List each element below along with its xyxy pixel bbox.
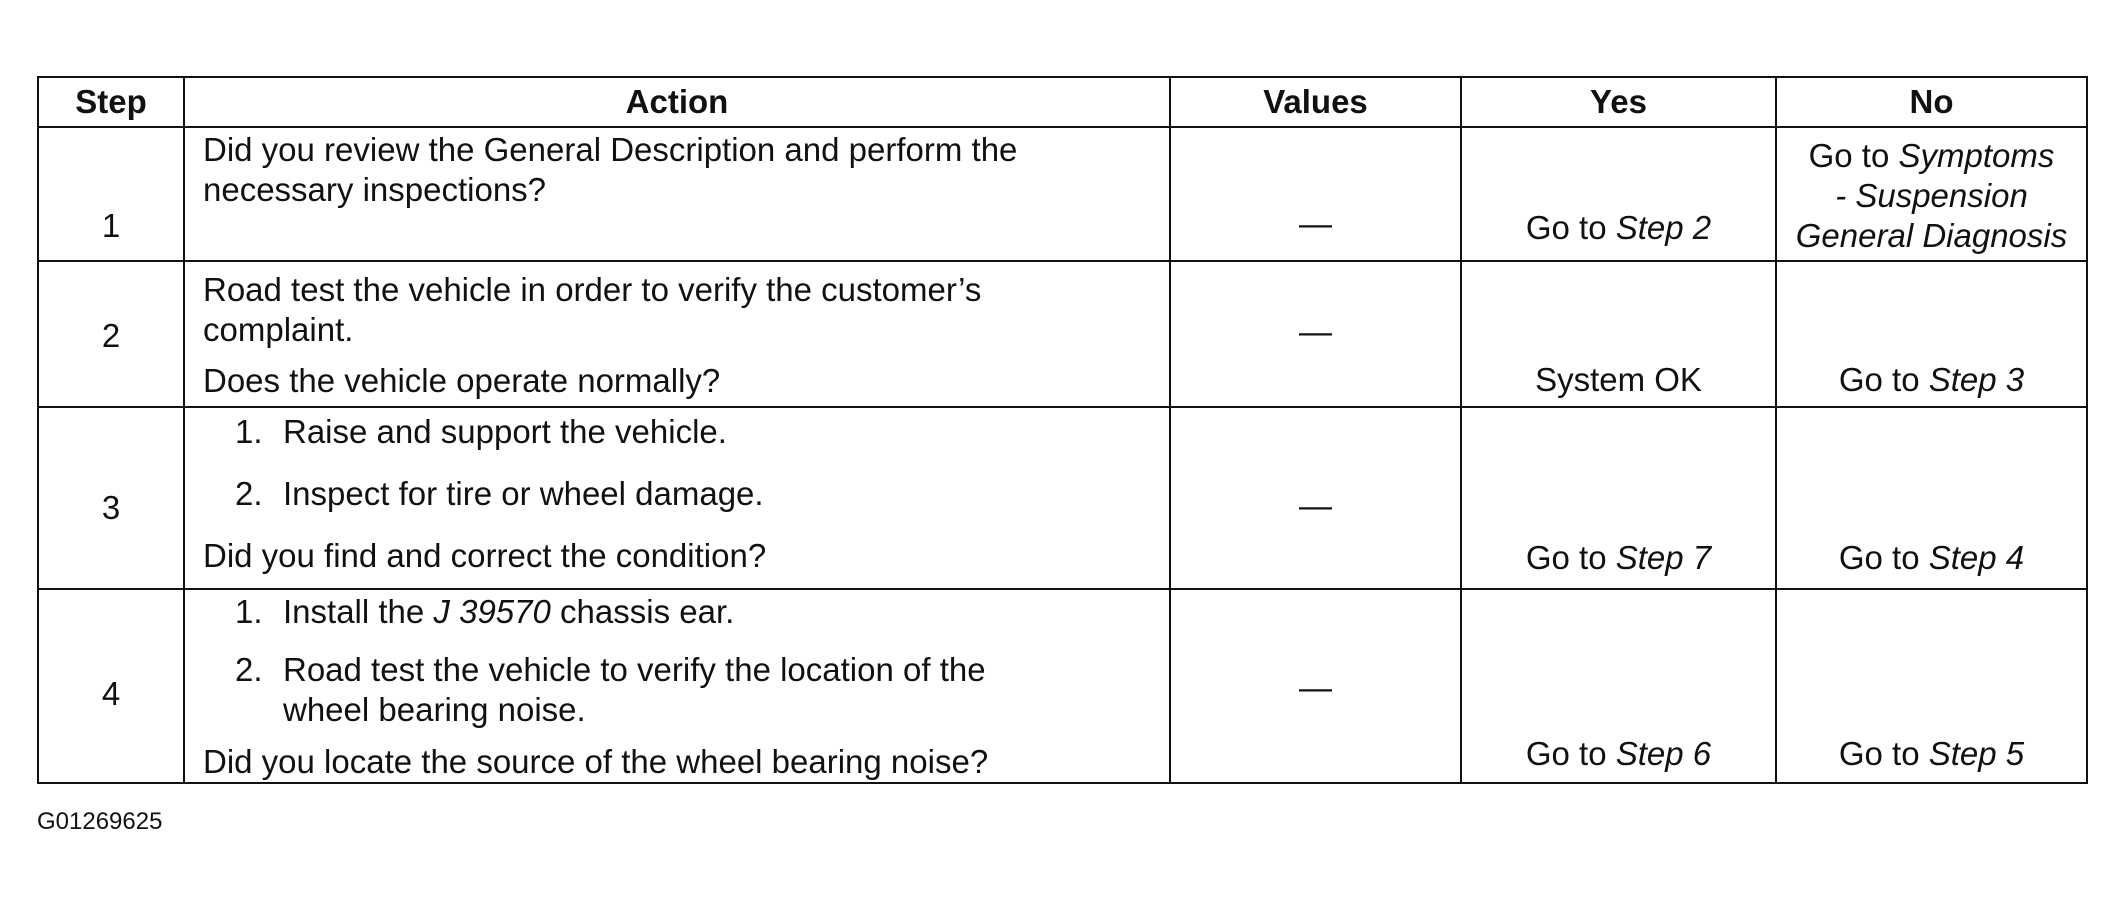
- value-cell: [1170, 127, 1461, 261]
- list-text-line: wheel bearing noise.: [283, 691, 586, 728]
- no-prefix: Go to: [1808, 137, 1890, 174]
- list-item: [203, 592, 1151, 632]
- diagnostic-table: [37, 76, 2088, 784]
- no-link-line: Symptoms: [1898, 137, 2055, 174]
- no-prefix: Go to: [1838, 735, 1920, 772]
- list-number: 2.: [235, 475, 263, 512]
- action-question: Does the vehicle operate normally?: [203, 362, 721, 399]
- step-number: 4: [101, 675, 121, 712]
- yes-result: [1462, 734, 1775, 774]
- step-number: 3: [101, 489, 121, 526]
- value-dash: —: [1299, 487, 1332, 524]
- action-text-line: necessary inspections?: [203, 171, 547, 208]
- list-text: [283, 650, 1151, 730]
- no-step-link: Step 3: [1928, 361, 2025, 398]
- action-cell: [184, 127, 1170, 261]
- action-text-line: complaint.: [203, 311, 354, 348]
- header-action: Action: [184, 77, 1170, 127]
- yes-prefix: Go to: [1525, 735, 1607, 772]
- action-text-line: Road test the vehicle in order to verify the customer’s: [203, 271, 982, 308]
- action-text-line: Did you review the General Description and perform the: [203, 131, 1018, 168]
- step-number: 1: [101, 207, 121, 244]
- no-cell: [1776, 589, 2087, 783]
- header-row: [38, 77, 2087, 127]
- figure-id: G01269625: [37, 808, 163, 835]
- no-cell: [1776, 127, 2087, 261]
- yes-prefix: Go to: [1525, 209, 1607, 246]
- step-number: 2: [101, 317, 121, 354]
- header-no: No: [1776, 77, 2087, 127]
- table-row: [38, 589, 2087, 783]
- action-question: Did you find and correct the condition?: [203, 537, 767, 574]
- action-cell: [184, 261, 1170, 407]
- list-text: Inspect for tire or wheel damage.: [283, 475, 764, 512]
- value-cell: [1170, 589, 1461, 783]
- value-dash: —: [1299, 205, 1332, 242]
- action-cell: [184, 589, 1170, 783]
- yes-cell: [1461, 589, 1776, 783]
- list-text: [283, 592, 1151, 632]
- value-cell: [1170, 407, 1461, 589]
- step-cell: [38, 127, 184, 261]
- yes-cell: [1461, 261, 1776, 407]
- list-text-line: Road test the vehicle to verify the location of the: [283, 651, 986, 688]
- no-link-line: General Diagnosis: [1795, 217, 2068, 254]
- no-cell: [1776, 407, 2087, 589]
- no-cell: [1776, 261, 2087, 407]
- yes-step-link: Step 2: [1615, 209, 1712, 246]
- table-row: [38, 261, 2087, 407]
- no-step-link: Step 5: [1928, 735, 2025, 772]
- no-prefix: Go to: [1838, 361, 1920, 398]
- header-values: Values: [1170, 77, 1461, 127]
- table-row: [38, 127, 2087, 261]
- yes-step-link: Step 6: [1615, 735, 1712, 772]
- list-item: [203, 474, 1151, 514]
- tool-name: chassis ear.: [560, 593, 735, 630]
- yes-result: [1462, 208, 1775, 248]
- yes-prefix: Go to: [1525, 539, 1607, 576]
- list-item: [203, 412, 1151, 452]
- header-step: Step: [38, 77, 184, 127]
- no-result: [1777, 734, 2086, 774]
- no-result: [1777, 360, 2086, 400]
- step-cell: [38, 407, 184, 589]
- list-number: 2.: [235, 651, 263, 688]
- value-cell: [1170, 261, 1461, 407]
- step-cell: [38, 589, 184, 783]
- no-link-line: - Suspension: [1835, 177, 2028, 214]
- yes-step-link: Step 7: [1615, 539, 1712, 576]
- list-number: 1.: [235, 593, 263, 630]
- action-question: Did you locate the source of the wheel bearing noise?: [203, 743, 989, 780]
- no-result: [1777, 136, 2086, 176]
- install-text: Install the: [283, 593, 425, 630]
- list-text: Raise and support the vehicle.: [283, 413, 727, 450]
- value-dash: —: [1299, 313, 1332, 350]
- action-cell: [184, 407, 1170, 589]
- no-result: [1777, 538, 2086, 578]
- value-dash: —: [1299, 669, 1332, 706]
- yes-result: System OK: [1535, 361, 1702, 398]
- no-step-link: Step 4: [1928, 539, 2025, 576]
- no-prefix: Go to: [1838, 539, 1920, 576]
- step-cell: [38, 261, 184, 407]
- list-number: 1.: [235, 413, 263, 450]
- table-row: [38, 407, 2087, 589]
- yes-cell: [1461, 127, 1776, 261]
- yes-cell: [1461, 407, 1776, 589]
- yes-result: [1462, 538, 1775, 578]
- tool-number: J 39570: [433, 593, 551, 630]
- header-yes: Yes: [1461, 77, 1776, 127]
- list-item: [203, 650, 1151, 730]
